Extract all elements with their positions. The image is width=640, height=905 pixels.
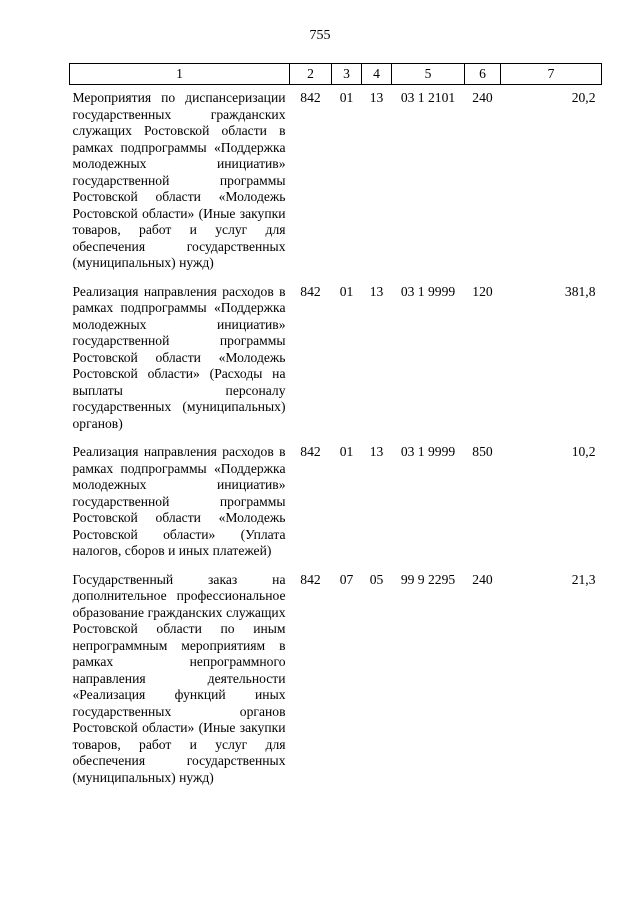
column-header-4: 4 bbox=[362, 64, 392, 85]
row-amount: 20,2 bbox=[571, 90, 596, 105]
header-row bbox=[70, 64, 602, 85]
row-amount: 21,3 bbox=[571, 571, 596, 587]
row-csr: 03 1 9999 bbox=[400, 283, 456, 299]
row-rz: 01 bbox=[339, 283, 354, 299]
page-number: 755 bbox=[309, 28, 331, 43]
row-ved: 842 bbox=[300, 90, 321, 105]
column-header-1: 1 bbox=[70, 64, 290, 85]
table-row bbox=[70, 567, 602, 794]
row-vr: 240 bbox=[472, 90, 493, 105]
row-ved: 842 bbox=[300, 444, 321, 459]
row-rz: 01 bbox=[339, 444, 354, 459]
table-row bbox=[70, 279, 602, 440]
table-row bbox=[70, 439, 602, 567]
row-ved: 842 bbox=[300, 283, 321, 299]
column-header-5: 5 bbox=[392, 64, 465, 85]
row-ved: 842 bbox=[300, 571, 321, 587]
row-description: Реализация направления расходов в рамках подпрограммы «Поддержка молодежных инициатив» государственной программы Ростовской области «Молодежь Ростовской области» (Расходы на выплаты персоналу государственных (муниципальных) органов) bbox=[72, 283, 286, 431]
row-csr: 03 1 9999 bbox=[400, 444, 456, 459]
row-vr: 850 bbox=[472, 444, 493, 459]
row-vr: 240 bbox=[472, 571, 493, 587]
row-csr: 03 1 2101 bbox=[400, 90, 456, 105]
column-header-6: 6 bbox=[465, 64, 501, 85]
row-rz: 07 bbox=[339, 571, 354, 587]
row-pr: 13 bbox=[369, 90, 384, 105]
row-pr: 05 bbox=[369, 571, 384, 587]
row-description: Государственный заказ на дополнительное профессиональное образование гражданских служащих Ростовской области по иным непрограммным мероприятиям в рамках непрограммного направления деятельности «Реализация функций иных государственных органов Ростовской области» (Иные закупки товаров, работ и услуг для обеспечения государственных (муниципальных) нужд) bbox=[72, 571, 286, 785]
column-header-3: 3 bbox=[332, 64, 362, 85]
row-csr: 99 9 2295 bbox=[400, 571, 456, 587]
column-header-7: 7 bbox=[501, 64, 602, 85]
column-header-2: 2 bbox=[290, 64, 332, 85]
row-description: Реализация направления расходов в рамках подпрограммы «Поддержка молодежных инициатив» государственной программы Ростовской области «Молодежь Ростовской области» (Уплата налогов, сборов и иных платежей) bbox=[72, 444, 286, 558]
row-rz: 01 bbox=[339, 90, 354, 105]
row-vr: 120 bbox=[472, 283, 493, 299]
row-pr: 13 bbox=[369, 444, 384, 459]
row-amount: 10,2 bbox=[571, 444, 596, 459]
budget-table bbox=[69, 63, 602, 793]
row-description: Мероприятия по диспансеризации государственных гражданских служащих Ростовской области в рамках подпрограммы «Поддержка молодежных инициатив» государственной программы Ростовской области «Молодежь Ростовской области» (Иные закупки товаров, работ и услуг для обеспечения государственных (муниципальных) нужд) bbox=[72, 90, 286, 270]
row-amount: 381,8 bbox=[564, 283, 596, 299]
row-pr: 13 bbox=[369, 283, 384, 299]
table-row bbox=[70, 85, 602, 279]
